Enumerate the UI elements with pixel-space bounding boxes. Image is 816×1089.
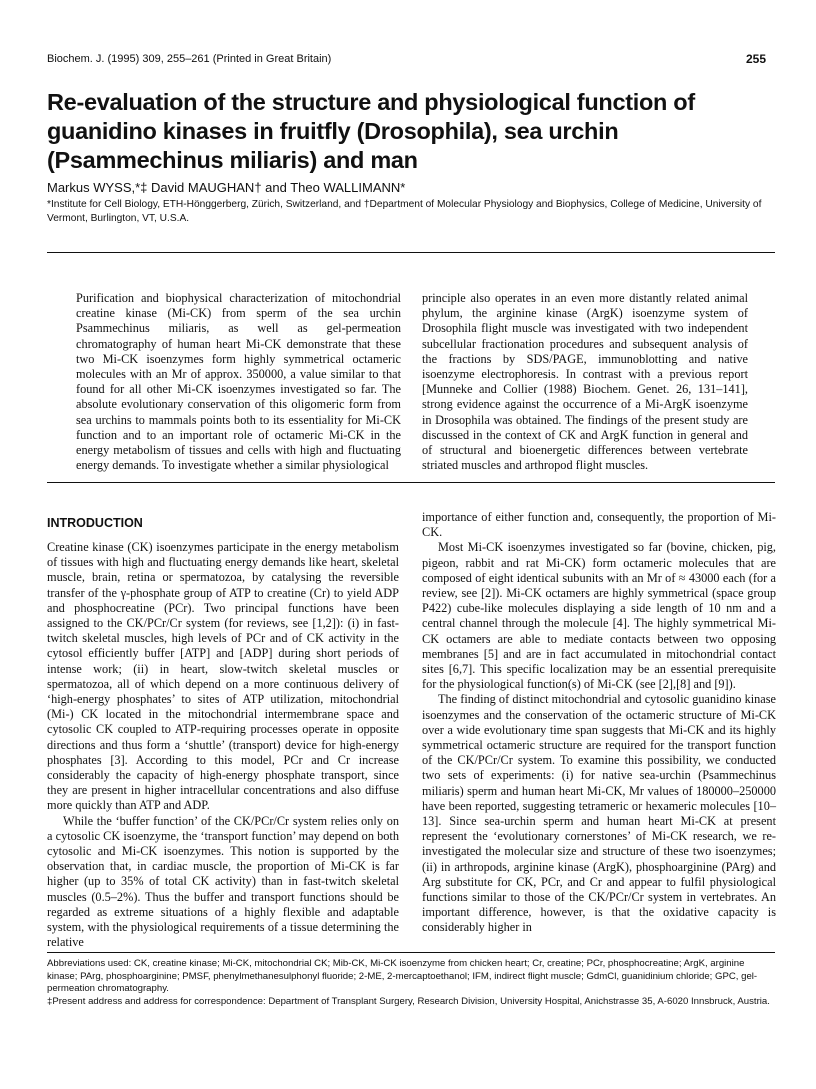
intro-column-left	[47, 540, 399, 950]
author-list: Markus WYSS,*‡ David MAUGHAN† and Theo WALLIMANN*	[47, 180, 406, 195]
abbreviations-footnote: Abbreviations used: CK, creatine kinase; Mi-CK, mitochondrial CK; Mib-CK, Mi-CK isoenzyme from chicken heart; Cr, creatine; PCr, phosphocreatine; ArgK, arginine kinase; PArg, phosphoarginine; PMSF, phenylmethanesulphonyl fluoride; 2-ME, 2-mercaptoethanol; IFM, indirect flight muscle; GdmCl, guanidinium chloride; GPC, gel-permeation chromatography.	[47, 958, 758, 995]
intro-left-paragraph-1: Creatine kinase (CK) isoenzymes participate in the energy metabolism of tissues with high and fluctuating energy demands like heart, skeletal muscle, brain, retina or spermatozoa, by catalysing the reversible transfer of the γ-phosphate group of ATP to creatine (Cr) to yield ADP and phosphocreatine (PCr). Two principal functions have been assigned to the CK/PCr/Cr system (for reviews, see [1,2]): (i) in fast-twitch skeletal muscles, high levels of PCr and of CK activity in the cytosol efficiently buffer [ATP] and [ADP] during short periods of intense work; (ii) in heart, slow-twitch skeletal muscles or spermatozoa, all of which depend on a more continuous delivery of ‘high-energy phosphates’ to sites of ATP utilization, mitochondrial (Mi-) CK located in the mitochondrial intermembrane space and cytosolic CK coupled to ATP-requiring processes operate in opposite directions and thus form a ‘shuttle’ (transport) device for high-energy phosphates [3]. According to this model, PCr and Cr increase considerably the capacity of high-energy phosphate transport, since they are present in higher intracellular concentrations and also diffuse more quickly than ATP and ADP.	[47, 540, 399, 813]
intro-right-paragraph-3: The finding of distinct mitochondrial and cytosolic guanidino kinase isoenzymes and the conservation of the octameric structure of Mi-CK over a wide evolutionary time span suggests that Mi-CK and its highly symmetrical octameric structure are required for the transport function of the CK/PCr/Cr system. To examine this possibility, we conducted two sets of experiments: (i) for native sea-urchin (Psammechinus miliaris) sperm and human heart Mi-CK, Mr values of 180000–250000 have been reported, suggesting tetrameric or hexameric molecules [10–13]. Since sea-urchin sperm and human heart Mi-CK at present represent the ‘evolutionary cornerstones’ of Mi-CK research, we re-investigated the molecular size and structure of these two isoenzymes; (ii) in arthropods, arginine kinase (ArgK), phosphoarginine (PArg) and Arg substitute for CK, PCr, and Cr and appear to fulfil physiological functions similar to those of the CK/PCr/Cr system in vertebrates. An important difference, however, is that the oxidative capacity is considerably higher in	[422, 692, 776, 935]
abstract-rule	[47, 482, 775, 483]
header-rule	[47, 252, 775, 253]
abstract-right	[422, 291, 748, 473]
intro-right-paragraph-1: importance of either function and, consequently, the proportion of Mi-CK.	[422, 510, 776, 540]
intro-column-right	[422, 510, 776, 936]
page-number: 255	[745, 52, 766, 66]
paper-title: Re-evaluation of the structure and physiological function of guanidino kinases in fruitfly (Drosophila), sea urchin (Psammechinus miliaris) and man	[47, 89, 695, 173]
section-heading-introduction: INTRODUCTION	[47, 516, 143, 530]
footnotes	[47, 958, 775, 1008]
abstract-left-text: Purification and biophysical characterization of mitochondrial creatine kinase (Mi-CK) from sperm of the sea urchin Psammechinus miliaris, as well as gel-permeation chromatography of human heart Mi-CK demonstrate that these two Mi-CK isoenzymes form highly symmetrical octameric molecules with an Mr of approx. 350000, a value similar to that found for all other Mi-CK isoenzymes investigated so far. The absolute evolutionary conservation of this oligomeric form from sea urchins to mammals points both to its essentiality for Mi-CK function and to an important role of octameric Mi-CK in the energy metabolism of tissues and cells with high and fluctuating energy demands. To investigate whether a similar physiological	[76, 291, 401, 473]
journal-citation: Biochem. J. (1995) 309, 255–261 (Printed in Great Britain)	[47, 53, 332, 65]
abstract-left	[76, 291, 401, 473]
address-footnote: ‡Present address and address for correspondence: Department of Transplant Surgery, Research Division, University Hospital, Anichstrasse 35, A-6020 Innsbruck, Austria.	[47, 995, 770, 1007]
intro-right-paragraph-2: Most Mi-CK isoenzymes investigated so far (bovine, chicken, pig, pigeon, rabbit and rat Mi-CK) form octameric molecules that are composed of eight identical subunits with an Mr of ≈ 43000 each (for a review, see [2]). Mi-CK octamers are highly symmetrical (space group P422) cube-like molecules displaying a side length of 10 nm and a central channel through the molecule [4]. The highly symmetrical Mi-CK octamers are able to mediate contacts between two opposing membranes [5] and are in fact accumulated in mitochondrial contact sites [6,7]. This specific localization may be an essential prerequisite for the physiological function(s) of Mi-CK (see [2],[8] and [9]).	[422, 540, 776, 692]
footnote-rule	[47, 952, 775, 953]
abstract-right-text: principle also operates in an even more distantly related animal phylum, the arginine kinase (ArgK) isoenzyme system of Drosophila flight muscle was investigated with two independent subcellular fractionation procedures and subsequent analysis of the fractions by SDS/PAGE, immunoblotting and native isoenzyme electrophoresis. In contrast with a previous report [Munneke and Collier (1988) Biochem. Genet. 26, 131–141], strong evidence against the occurrence of a Mi-ArgK isoenzyme in Drosophila was obtained. The findings of the present study are discussed in the context of CK and ArgK function in general and of structural and bioenergetic differences between vertebrate striated muscles and arthropod flight muscles.	[422, 291, 748, 473]
intro-left-paragraph-2: While the ‘buffer function’ of the CK/PCr/Cr system relies only on a cytosolic CK isoenzyme, the ‘transport function’ may depend on both cytosolic and Mi-CK isoenzymes. This notion is supported by the observation that, in cardiac muscle, the proportion of Mi-CK is far higher (up to 35% of total CK activity) than in fast-twitch skeletal muscles (0.5–2%). Thus the buffer and transport functions should be regarded as extreme situations of a highly flexible and adaptable system, with the physiological requirements of a tissue determining the relative	[47, 813, 399, 950]
affiliations: *Institute for Cell Biology, ETH-Hönggerberg, Zürich, Switzerland, and †Department of Molecular Physiology and Biophysics, College of Medicine, University of Vermont, Burlington, VT, U.S.A.	[47, 199, 762, 224]
